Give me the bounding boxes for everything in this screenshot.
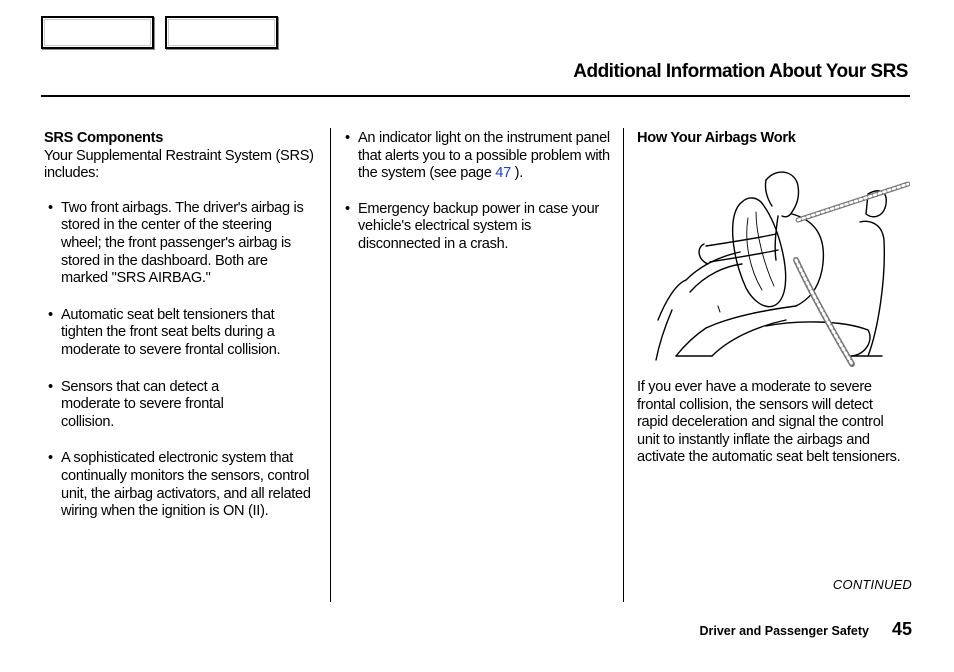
button-bevel <box>44 19 151 46</box>
bullet-dot: • <box>345 200 350 217</box>
page-47-link[interactable]: 47 <box>495 165 511 182</box>
left-column <box>44 130 324 521</box>
airbag-illustration-icon <box>646 160 910 370</box>
list-item-text: Emergency backup power in case your vehicle's electrical system is disconnected in a crash. <box>358 200 599 252</box>
list-item-text: Sensors that can detect a moderate to severe frontal collision. <box>61 378 224 430</box>
srs-components-heading: SRS Components <box>44 130 164 146</box>
airbags-work-heading: How Your Airbags Work <box>637 130 796 146</box>
previous-page-button[interactable] <box>41 16 154 49</box>
column-divider <box>623 128 624 602</box>
button-bevel <box>168 19 275 46</box>
footer-section-title: Driver and Passenger Safety <box>699 624 869 638</box>
list-item-text: Automatic seat belt tensioners that tighten the front seat belts during a moderate to severe frontal collision. <box>61 306 281 358</box>
list-item <box>44 307 297 360</box>
list-item <box>344 130 616 183</box>
airbags-work-text: If you ever have a moderate to severe frontal collision, the sensors will detect rapid deceleration and signal the control unit to instantly inflate the airbags and activate the automatic seat belt tensioners. <box>637 379 901 466</box>
right-column <box>637 130 907 466</box>
title-divider <box>41 95 910 97</box>
list-item-text: A sophisticated electronic system that continually monitors the sensors, control unit, the airbag activators, and all related wiring when the ignition is ON (II). <box>61 450 311 520</box>
middle-column <box>344 130 616 254</box>
list-item-text: ). <box>510 165 523 182</box>
continued-label: CONTINUED <box>832 577 912 592</box>
bullet-dot: • <box>345 130 350 146</box>
page-number: 45 <box>891 619 912 639</box>
list-item <box>44 379 261 432</box>
bullet-dot: • <box>48 306 53 323</box>
list-item-text: An indicator light on the instrument panel that alerts you to a possible problem with the system (see page <box>358 130 610 182</box>
srs-intro-text: Your Supplemental Restraint System (SRS) includes: <box>44 147 314 182</box>
page-title: Additional Information About Your SRS <box>573 61 908 82</box>
list-item <box>44 450 313 520</box>
bullet-dot: • <box>48 378 53 395</box>
airbag-deployment-illustration <box>646 160 910 370</box>
list-item <box>344 201 616 254</box>
next-page-button[interactable] <box>165 16 278 49</box>
bullet-dot: • <box>48 199 53 216</box>
column-divider <box>330 128 331 602</box>
list-item <box>44 200 315 288</box>
bullet-dot: • <box>48 450 53 467</box>
list-item-text: Two front airbags. The driver's airbag is stored in the center of the steering wheel; the front passenger's airbag is stored in the dashboard. Both are marked "SRS AIRBAG." <box>61 199 304 287</box>
